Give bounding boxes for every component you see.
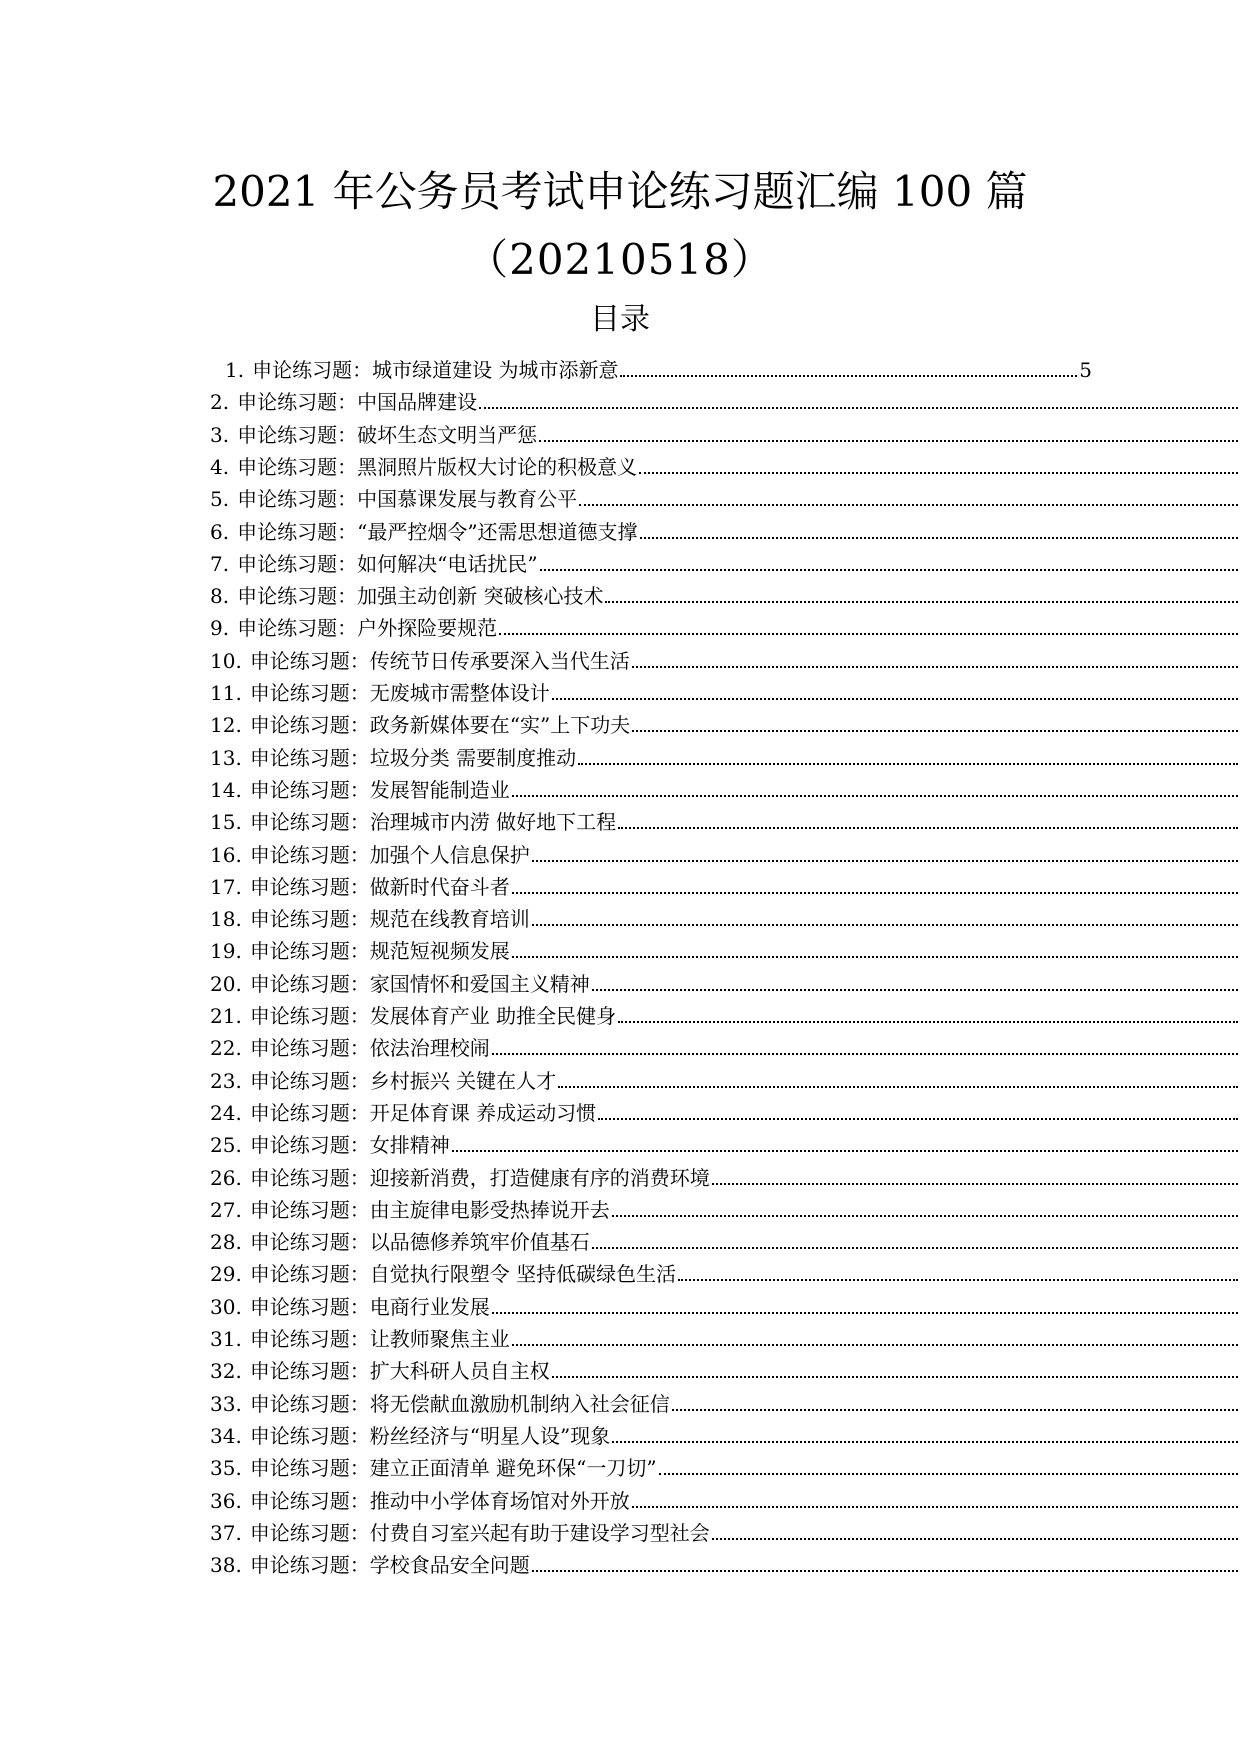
toc-entry-title: 申论练习题：破坏生态文明当严惩	[237, 422, 538, 447]
toc-entry-number: 18.	[210, 907, 242, 932]
toc-leader-dots	[532, 904, 1238, 926]
toc-leader-dots	[639, 452, 1238, 474]
toc-leader-dots	[618, 1001, 1238, 1023]
toc-entry[interactable]	[210, 840, 1240, 870]
toc-leader-dots	[632, 1486, 1238, 1508]
toc-entry-title: 申论练习题：政务新媒体要在“实”上下功夫	[249, 713, 631, 738]
toc-entry-title: 申论练习题：城市绿道建设 为城市添新意	[252, 358, 619, 382]
toc-entry-number: 11.	[210, 681, 242, 705]
title-line-2: （20210518）	[466, 235, 774, 284]
toc-leader-dots	[452, 1130, 1238, 1152]
toc-entry-number: 19.	[210, 939, 242, 964]
toc-leader-dots	[672, 1389, 1238, 1411]
toc-leader-dots	[659, 1453, 1238, 1475]
toc-entry[interactable]	[210, 743, 1240, 773]
toc-entry[interactable]	[210, 936, 1240, 966]
toc-entry[interactable]	[210, 969, 1240, 999]
toc-entry-title: 申论练习题：依法治理校闹	[249, 1036, 490, 1061]
toc-entry-title: 申论练习题：传统节日传承要深入当代生活	[249, 648, 630, 673]
toc-entry-number: 4.	[210, 454, 230, 479]
toc-entry-number: 5.	[210, 487, 230, 512]
toc-entry-number: 12.	[210, 713, 242, 738]
toc-entry-number: 36.	[210, 1488, 242, 1513]
toc-leader-dots	[512, 872, 1238, 894]
toc-leader-dots	[678, 1259, 1238, 1281]
toc-entry[interactable]	[210, 1486, 1240, 1516]
toc-entry[interactable]	[210, 1259, 1240, 1289]
toc-entry[interactable]	[210, 1292, 1240, 1322]
toc-leader-dots	[632, 710, 1238, 732]
toc-entry-title: 申论练习题：推动中小学体育场馆对外开放	[249, 1488, 630, 1513]
toc-entry[interactable]	[210, 807, 1240, 837]
toc-leader-dots	[492, 1292, 1238, 1314]
toc-entry-number: 7.	[210, 551, 230, 576]
toc-entry-title: 申论练习题：粉丝经济与“明星人设”现象	[249, 1423, 611, 1448]
toc-entry-title: 申论练习题：乡村振兴 关键在人才	[249, 1068, 557, 1093]
toc-leader-dots	[712, 1518, 1238, 1540]
toc-entry[interactable]	[210, 1356, 1240, 1386]
toc-entry-title: 申论练习题：如何解决“电话扰民”	[237, 551, 538, 576]
toc-entry[interactable]	[210, 1421, 1240, 1451]
toc-entry[interactable]	[210, 1389, 1240, 1419]
toc-entry-title: 申论练习题：女排精神	[249, 1133, 450, 1158]
toc-entry[interactable]	[210, 517, 1240, 547]
toc-entry-title: 申论练习题：让教师聚焦主业	[249, 1327, 510, 1351]
toc-entry-number: 35.	[210, 1456, 242, 1481]
toc-entry-number: 1.	[225, 358, 245, 382]
toc-entry-title: 申论练习题：“最严控烟令”还需思想道德支撑	[237, 519, 638, 544]
toc-entry[interactable]	[210, 646, 1240, 676]
toc-leader-dots	[612, 1421, 1238, 1443]
toc-entry-number: 24.	[210, 1100, 242, 1125]
toc-leader-dots	[552, 678, 1238, 700]
toc-entry-number: 30.	[210, 1294, 242, 1319]
toc-leader-dots	[592, 1227, 1238, 1249]
toc-entry-title: 申论练习题：由主旋律电影受热捧说开去	[249, 1197, 610, 1222]
toc-entry[interactable]	[210, 387, 1240, 417]
toc-entry-number: 29.	[210, 1262, 242, 1287]
toc-entry-number: 34.	[210, 1423, 242, 1448]
toc-entry-number: 28.	[210, 1230, 242, 1255]
toc-entry[interactable]	[210, 484, 1240, 514]
toc-entry[interactable]	[210, 1098, 1240, 1128]
toc-leader-dots	[640, 517, 1238, 539]
toc-entry-title: 申论练习题：做新时代奋斗者	[249, 874, 510, 899]
toc-leader-dots	[612, 1195, 1238, 1217]
toc-entry-title: 申论练习题：将无偿献血激励机制纳入社会征信	[249, 1391, 670, 1416]
toc-leader-dots	[592, 969, 1238, 991]
toc-entry-title: 申论练习题：扩大科研人员自主权	[249, 1359, 550, 1384]
toc-leader-dots	[532, 1550, 1238, 1572]
toc-entry-title: 申论练习题：加强个人信息保护	[249, 842, 530, 867]
toc-leader-dots	[578, 743, 1238, 765]
toc-leader-dots	[512, 775, 1238, 797]
toc-entry-title: 申论练习题：黑洞照片版权大讨论的积极意义	[237, 454, 638, 479]
toc-entry-title: 申论练习题：无废城市需整体设计	[249, 681, 550, 705]
toc-entry-page: 5	[1079, 358, 1092, 382]
toc-entry[interactable]	[210, 710, 1240, 740]
toc-heading: 目录	[590, 302, 650, 337]
toc-entry-title: 申论练习题：中国慕课发展与教育公平	[237, 487, 578, 512]
toc-entry-number: 22.	[210, 1036, 242, 1061]
toc-entry-title: 申论练习题：自觉执行限塑令 坚持低碳绿色生活	[249, 1262, 677, 1287]
toc-leader-dots	[499, 613, 1238, 635]
toc-entry-title: 申论练习题：规范在线教育培训	[249, 907, 530, 932]
toc-entry-number: 17.	[210, 874, 242, 899]
toc-entry-title: 申论练习题：学校食品安全问题	[249, 1553, 530, 1578]
toc-entry[interactable]	[210, 452, 1240, 482]
toc-entry-title: 申论练习题：付费自习室兴起有助于建设学习型社会	[249, 1520, 710, 1545]
toc-leader-dots	[552, 1356, 1238, 1378]
toc-entry-number: 37.	[210, 1520, 242, 1545]
toc-entry-number: 13.	[210, 745, 242, 770]
toc-entry-title: 申论练习题：建立正面清单 避免环保“一刀切”	[249, 1456, 657, 1481]
toc-leader-dots	[492, 1033, 1238, 1055]
toc-entry-title: 申论练习题：发展体育产业 助推全民健身	[249, 1004, 617, 1028]
toc-entry[interactable]	[210, 420, 1240, 450]
toc-entry-number: 10.	[210, 648, 242, 673]
toc-entry[interactable]	[210, 1163, 1240, 1193]
toc-entry-number: 9.	[210, 616, 230, 641]
toc-leader-dots	[712, 1163, 1238, 1185]
document-title	[0, 166, 1240, 286]
toc-leader-dots	[632, 646, 1238, 668]
toc-entry[interactable]	[210, 678, 1240, 708]
toc-entry-number: 27.	[210, 1197, 242, 1222]
toc-entry[interactable]	[210, 1195, 1240, 1225]
toc-entry-title: 申论练习题：开足体育课 养成运动习惯	[249, 1100, 597, 1125]
toc-leader-dots	[539, 420, 1238, 442]
toc-entry-number: 25.	[210, 1133, 242, 1158]
toc-leader-dots	[558, 1066, 1238, 1088]
toc-entry[interactable]	[210, 549, 1240, 579]
toc-entry[interactable]	[210, 1001, 1240, 1031]
toc-entry[interactable]	[210, 613, 1240, 643]
toc-entry-number: 3.	[210, 422, 230, 447]
toc-entry-title: 申论练习题：垃圾分类 需要制度推动	[249, 745, 577, 770]
toc-entry-number: 23.	[210, 1068, 242, 1093]
toc-entry-number: 8.	[210, 584, 230, 609]
toc-entry[interactable]	[210, 1227, 1240, 1257]
toc-leader-dots	[598, 1098, 1238, 1120]
toc-entry-title: 申论练习题：加强主动创新 突破核心技术	[237, 584, 604, 609]
toc-leader-dots	[479, 387, 1238, 409]
toc-entry[interactable]	[210, 1518, 1240, 1548]
toc-entry[interactable]	[210, 904, 1240, 934]
toc-entry[interactable]	[210, 1066, 1240, 1096]
toc-leader-dots	[620, 355, 1077, 377]
toc-entry-title: 申论练习题：以品德修养筑牢价值基石	[249, 1230, 590, 1255]
toc-entry-number: 14.	[210, 777, 242, 802]
toc-entry[interactable]	[210, 775, 1240, 805]
toc-entry-title: 申论练习题：电商行业发展	[249, 1294, 490, 1319]
toc-entry-title: 申论练习题：规范短视频发展	[249, 939, 510, 964]
toc-entry-title: 申论练习题：发展智能制造业	[249, 777, 510, 802]
toc-leader-dots	[512, 936, 1238, 958]
toc-entry[interactable]	[210, 1324, 1240, 1354]
toc-entry-number: 38.	[210, 1553, 242, 1578]
toc-entry-title: 申论练习题：户外探险要规范	[237, 616, 498, 641]
toc-entry-title: 申论练习题：迎接新消费，打造健康有序的消费环境	[249, 1165, 710, 1190]
toc-entry[interactable]	[210, 581, 1240, 611]
toc-leader-dots	[532, 840, 1238, 862]
title-line-1: 2021 年公务员考试申论练习题汇编 100 篇	[212, 167, 1028, 216]
toc-entry-number: 21.	[210, 1004, 242, 1028]
toc-entry-number: 15.	[210, 810, 242, 835]
toc-leader-dots	[512, 1324, 1238, 1346]
toc-leader-dots	[618, 807, 1238, 829]
toc-entry[interactable]	[225, 355, 1092, 385]
toc-leader-dots	[540, 549, 1238, 571]
toc-entry-number: 2.	[210, 390, 230, 415]
toc-entry[interactable]	[210, 1130, 1240, 1160]
toc-entry[interactable]	[210, 872, 1240, 902]
toc-entry-title: 申论练习题：中国品牌建设	[237, 390, 478, 415]
toc-entry-number: 6.	[210, 519, 230, 544]
toc-leader-dots	[579, 484, 1238, 506]
toc-entry-number: 16.	[210, 842, 242, 867]
toc-entry-title: 申论练习题：治理城市内涝 做好地下工程	[249, 810, 617, 835]
toc-entry-number: 26.	[210, 1165, 242, 1190]
toc-entry-number: 32.	[210, 1359, 242, 1384]
toc-entry-number: 20.	[210, 971, 242, 996]
toc-entry[interactable]	[210, 1033, 1240, 1063]
toc-entry-number: 33.	[210, 1391, 242, 1416]
toc-entry-title: 申论练习题：家国情怀和爱国主义精神	[249, 971, 590, 996]
toc-entry[interactable]	[210, 1453, 1240, 1483]
toc-entry[interactable]	[210, 1550, 1240, 1580]
toc-entry-number: 31.	[210, 1327, 242, 1351]
toc-leader-dots	[605, 581, 1238, 603]
